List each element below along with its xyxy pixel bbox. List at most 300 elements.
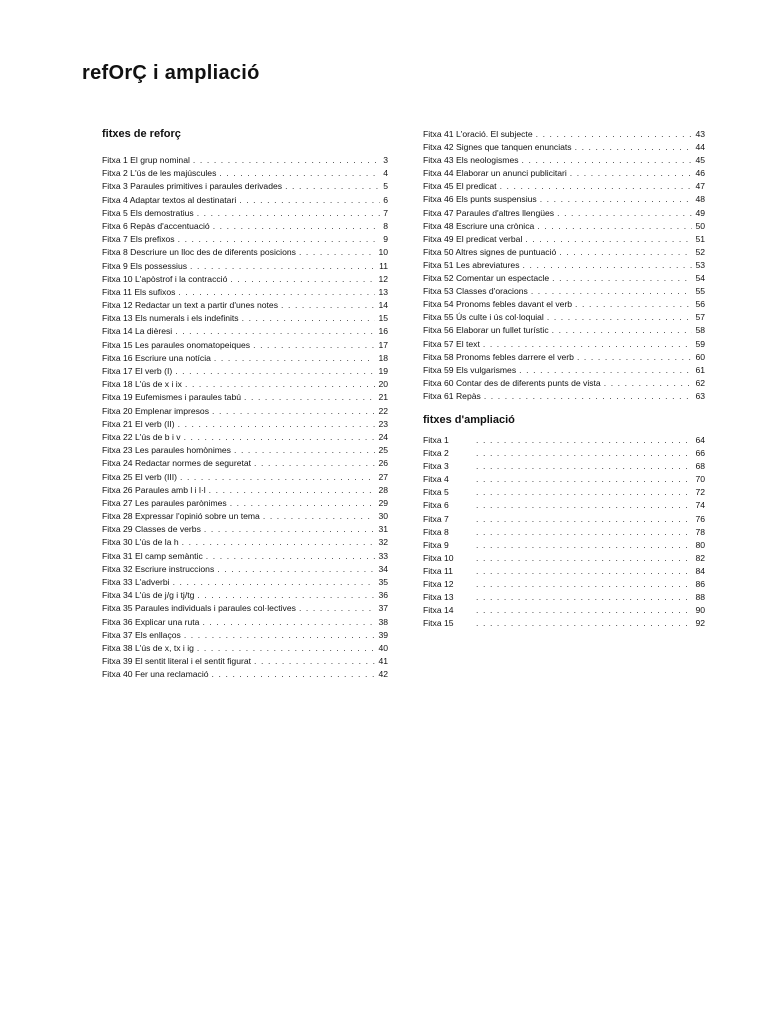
toc-entry xyxy=(102,642,388,655)
toc-entry-page: 88 xyxy=(695,592,705,603)
toc-entry xyxy=(102,655,388,668)
toc-entry-label: Fitxa 33 L'adverbi xyxy=(102,577,170,587)
dot-leader xyxy=(212,668,376,681)
dot-leader xyxy=(213,220,381,233)
toc-entry xyxy=(423,193,705,206)
dot-leader xyxy=(483,338,693,351)
toc-entry-label: Fitxa 18 L'ús de x i ix xyxy=(102,379,182,390)
dot-leader xyxy=(184,431,376,444)
toc-entry-label: Fitxa 56 Elaborar un fullet turístic xyxy=(423,325,549,336)
toc-entry-page: 50 xyxy=(695,220,705,231)
toc-entry-label: Fitxa 7 xyxy=(423,513,449,524)
toc-entry-page: 41 xyxy=(378,656,388,667)
dot-leader xyxy=(193,154,380,167)
dot-leader xyxy=(214,352,376,365)
toc-entry-page: 12 xyxy=(378,273,388,284)
toc-entry-label: Fitxa 1 El grup nominal xyxy=(102,155,190,165)
toc-entry-page: 29 xyxy=(378,497,388,508)
dot-leader xyxy=(175,365,375,378)
dot-leader xyxy=(230,273,375,286)
ampliacio-heading: fitxes d'ampliació xyxy=(423,413,515,426)
toc-entry xyxy=(423,128,705,141)
toc-entry-page: 3 xyxy=(383,155,388,165)
toc-entry-label: Fitxa 6 Repàs d'accentuació xyxy=(102,220,210,231)
toc-entry-page: 14 xyxy=(378,300,388,311)
toc-entry-page: 58 xyxy=(695,325,705,336)
toc-entry-page: 13 xyxy=(378,286,388,297)
toc-entry xyxy=(102,194,388,207)
toc-entry-page: 18 xyxy=(378,352,388,363)
toc-entry-page: 10 xyxy=(378,247,388,258)
toc-entry-label: Fitxa 57 El text xyxy=(423,338,480,349)
toc-entry xyxy=(423,246,705,259)
toc-entry-label: Fitxa 34 L'ús de j/g i tj/tg xyxy=(102,590,195,601)
toc-entry-page: 76 xyxy=(695,513,705,524)
toc-entry-page: 45 xyxy=(695,155,705,166)
toc-entry-page: 11 xyxy=(379,260,388,271)
toc-entry xyxy=(102,484,388,497)
dot-leader xyxy=(178,233,381,246)
toc-entry xyxy=(102,563,388,576)
toc-entry-page: 47 xyxy=(695,181,705,192)
dot-leader xyxy=(570,167,693,180)
toc-entry xyxy=(102,180,388,193)
dot-leader xyxy=(217,563,375,576)
toc-entry xyxy=(423,552,705,565)
toc-entry xyxy=(423,526,705,539)
toc-entry xyxy=(102,260,388,273)
toc-entry-label: Fitxa 54 Pronoms febles davant el verb xyxy=(423,299,573,310)
toc-entry-label: Fitxa 3 Paraules primitives i paraules derivades xyxy=(102,181,283,192)
toc-entry xyxy=(102,339,388,352)
dot-leader xyxy=(559,246,692,259)
toc-entry xyxy=(102,536,388,549)
toc-entry xyxy=(423,604,705,617)
toc-entry xyxy=(102,629,388,642)
toc-entry-label: Fitxa 28 Expressar l'opinió sobre un tema xyxy=(102,511,260,522)
toc-entry-page: 38 xyxy=(378,616,388,627)
toc-entry-label: Fitxa 43 Els neologismes xyxy=(423,155,519,166)
toc-entry-page: 6 xyxy=(383,194,388,205)
toc-entry xyxy=(423,434,705,447)
toc-entry-label: Fitxa 9 xyxy=(423,539,449,550)
toc-entry-label: Fitxa 59 Els vulgarismes xyxy=(423,364,517,375)
dot-leader xyxy=(209,484,376,497)
dot-leader xyxy=(500,180,693,193)
toc-entry-label: Fitxa 16 Escriure una notícia xyxy=(102,352,211,363)
toc-entry-label: Fitxa 32 Escriure instruccions xyxy=(102,563,215,574)
toc-entry-page: 24 xyxy=(378,431,388,442)
toc-entry-page: 30 xyxy=(378,511,388,522)
toc-entry-page: 55 xyxy=(695,286,705,297)
dot-leader xyxy=(547,311,693,324)
toc-entry-label: Fitxa 19 Eufemismes i paraules tabú xyxy=(102,392,241,403)
toc-entry-page: 5 xyxy=(383,181,388,192)
toc-entry-page: 33 xyxy=(378,550,388,561)
toc-entry-page: 9 xyxy=(383,234,388,245)
dot-leader xyxy=(476,513,692,526)
toc-entry-label: Fitxa 39 El sentit literal i el sentit figurat xyxy=(102,656,252,667)
toc-entry-label: Fitxa 4 xyxy=(423,474,449,485)
toc-entry xyxy=(423,513,705,526)
dot-leader xyxy=(476,552,692,565)
toc-entry xyxy=(102,286,388,299)
dot-leader xyxy=(552,324,693,337)
dot-leader xyxy=(476,499,692,512)
reforc-list xyxy=(102,154,388,682)
dot-leader xyxy=(476,526,692,539)
toc-entry xyxy=(423,298,705,311)
toc-entry-page: 86 xyxy=(695,579,705,589)
toc-entry xyxy=(102,523,388,536)
toc-entry xyxy=(102,576,388,589)
dot-leader xyxy=(476,604,692,617)
toc-entry xyxy=(423,565,705,578)
dot-leader xyxy=(604,377,693,390)
dot-leader xyxy=(253,339,375,352)
dot-leader xyxy=(204,523,376,536)
toc-entry-label: Fitxa 5 xyxy=(423,487,449,498)
toc-entry xyxy=(102,444,388,457)
toc-entry-label: Fitxa 36 Explicar una ruta xyxy=(102,616,200,627)
toc-entry-label: Fitxa 30 L'ús de la h xyxy=(102,537,179,548)
toc-entry-label: Fitxa 31 El camp semàntic xyxy=(102,550,203,561)
dot-leader xyxy=(178,286,375,299)
toc-entry-page: 27 xyxy=(378,471,388,482)
dot-leader xyxy=(239,194,380,207)
toc-entry-label: Fitxa 49 El predicat verbal xyxy=(423,233,523,244)
toc-entry xyxy=(102,589,388,602)
toc-entry-label: Fitxa 60 Contar des de diferents punts de vista xyxy=(423,377,601,388)
reforc-column xyxy=(102,128,388,682)
dot-leader xyxy=(552,272,692,285)
toc-entry-label: Fitxa 44 Elaborar un anunci publicitari xyxy=(423,168,567,179)
toc-entry-page: 90 xyxy=(695,605,705,616)
toc-entry-page: 54 xyxy=(695,273,705,284)
dot-leader xyxy=(173,576,376,589)
toc-entry-label: Fitxa 50 Altres signes de puntuació xyxy=(423,246,557,257)
dot-leader xyxy=(281,299,375,312)
toc-entry xyxy=(102,497,388,510)
toc-entry xyxy=(102,602,388,615)
toc-entry-label: Fitxa 14 La dièresi xyxy=(102,326,173,337)
toc-entry-page: 57 xyxy=(695,312,705,323)
right-column xyxy=(423,128,705,630)
dot-leader xyxy=(523,259,693,272)
toc-entry-label: Fitxa 21 El verb (II) xyxy=(102,418,175,429)
toc-entry xyxy=(102,299,388,312)
toc-entry xyxy=(423,207,705,220)
dot-leader xyxy=(557,207,692,220)
toc-entry-page: 78 xyxy=(695,526,705,537)
dot-leader xyxy=(476,617,692,630)
toc-entry-page: 59 xyxy=(695,338,705,349)
dot-leader xyxy=(536,128,693,141)
toc-entry-page: 21 xyxy=(378,392,388,403)
toc-entry xyxy=(423,351,705,364)
toc-entry-label: Fitxa 55 Ús culte i ús col·loquial xyxy=(423,312,544,323)
toc-entry-page: 53 xyxy=(695,259,705,270)
toc-entry-label: Fitxa 4 Adaptar textos al destinatari xyxy=(102,194,237,205)
toc-entry xyxy=(102,431,388,444)
toc-entry-label: Fitxa 5 Els demostratius xyxy=(102,207,194,218)
toc-entry xyxy=(423,324,705,337)
toc-entry-page: 68 xyxy=(695,461,705,472)
toc-entry-page: 72 xyxy=(695,487,705,498)
toc-entry xyxy=(423,311,705,324)
dot-leader xyxy=(476,591,692,604)
toc-entry-label: Fitxa 26 Paraules amb l i l·l xyxy=(102,484,206,495)
toc-entry-label: Fitxa 11 Els sufixos xyxy=(102,286,176,297)
toc-entry-page: 22 xyxy=(378,405,388,416)
toc-entry-page: 62 xyxy=(695,377,705,388)
toc-entry-label: Fitxa 22 L'ús de b i v xyxy=(102,431,181,442)
dot-leader xyxy=(484,390,693,403)
ampliacio-list xyxy=(423,434,705,630)
dot-leader xyxy=(190,260,376,273)
dot-leader xyxy=(234,444,375,457)
toc-entry-page: 70 xyxy=(695,474,705,485)
toc-entry xyxy=(102,510,388,523)
toc-entry-label: Fitxa 27 Les paraules parònimes xyxy=(102,497,227,508)
toc-entry-label: Fitxa 37 Els enllaços xyxy=(102,629,181,640)
reforc-list-continued xyxy=(423,128,705,403)
toc-entry xyxy=(102,220,388,233)
toc-entry-label: Fitxa 6 xyxy=(423,500,449,511)
dot-leader xyxy=(531,285,693,298)
toc-entry xyxy=(423,167,705,180)
toc-entry-page: 43 xyxy=(695,129,705,139)
dot-leader xyxy=(285,180,380,193)
toc-entry xyxy=(423,220,705,233)
dot-leader xyxy=(577,351,693,364)
dot-leader xyxy=(202,616,375,629)
toc-entry-page: 36 xyxy=(378,590,388,601)
toc-entry-page: 39 xyxy=(378,629,388,640)
toc-entry-label: Fitxa 25 El verb (III) xyxy=(102,471,177,482)
toc-entry-page: 26 xyxy=(378,458,388,469)
toc-entry xyxy=(423,460,705,473)
dot-leader xyxy=(540,193,693,206)
toc-entry xyxy=(102,273,388,286)
toc-entry xyxy=(102,233,388,246)
toc-entry-label: Fitxa 15 xyxy=(423,618,454,629)
toc-entry-page: 25 xyxy=(378,445,388,456)
page-title: refOrÇ i ampliació xyxy=(82,62,260,84)
toc-entry xyxy=(423,390,705,403)
toc-entry-label: Fitxa 8 xyxy=(423,526,449,537)
toc-entry-page: 28 xyxy=(378,484,388,495)
toc-entry xyxy=(423,285,705,298)
toc-entry-label: Fitxa 45 El predicat xyxy=(423,181,497,192)
toc-entry-label: Fitxa 40 Fer una reclamació xyxy=(102,669,209,680)
dot-leader xyxy=(197,642,376,655)
dot-leader xyxy=(476,473,692,486)
toc-entry xyxy=(423,447,705,460)
dot-leader xyxy=(242,312,376,325)
toc-entry-label: Fitxa 20 Emplenar impresos xyxy=(102,405,209,416)
reforc-heading: fitxes de reforç xyxy=(102,128,181,140)
toc-entry-label: Fitxa 23 Les paraules homònimes xyxy=(102,445,231,456)
toc-entry xyxy=(423,154,705,167)
toc-entry-page: 8 xyxy=(383,220,388,231)
toc-entry-label: Fitxa 24 Redactar normes de seguretat xyxy=(102,458,252,469)
dot-leader xyxy=(263,510,376,523)
toc-entry-label: Fitxa 61 Repàs xyxy=(423,390,481,401)
dot-leader xyxy=(185,378,375,391)
toc-entry-label: Fitxa 15 Les paraules onomatopeiques xyxy=(102,339,251,350)
toc-entry xyxy=(423,578,705,591)
toc-entry xyxy=(423,364,705,377)
toc-entry-page: 37 xyxy=(378,603,388,614)
toc-entry-page: 74 xyxy=(695,500,705,511)
toc-entry xyxy=(423,180,705,193)
toc-entry-label: Fitxa 48 Escriure una crònica xyxy=(423,220,535,231)
toc-entry-label: Fitxa 12 Redactar un text a partir d'unes notes xyxy=(102,300,278,311)
toc-entry-page: 60 xyxy=(695,351,705,362)
toc-entry xyxy=(423,539,705,552)
toc-entry xyxy=(102,325,388,338)
toc-entry xyxy=(423,338,705,351)
toc-entry-label: Fitxa 29 Classes de verbs xyxy=(102,524,201,535)
toc-entry-page: 92 xyxy=(695,618,705,629)
toc-entry-page: 42 xyxy=(378,669,388,680)
toc-entry xyxy=(102,154,388,167)
toc-entry xyxy=(102,167,388,180)
dot-leader xyxy=(476,486,692,499)
toc-entry-page: 31 xyxy=(378,524,388,535)
dot-leader xyxy=(219,167,380,180)
dot-leader xyxy=(519,364,692,377)
toc-entry xyxy=(102,616,388,629)
toc-entry-page: 34 xyxy=(378,563,388,574)
toc-entry-page: 40 xyxy=(378,642,388,653)
dot-leader xyxy=(537,220,692,233)
dot-leader xyxy=(180,471,375,484)
toc-entry-label: Fitxa 47 Paraules d'altres llengües xyxy=(423,207,555,218)
toc-entry xyxy=(102,207,388,220)
dot-leader xyxy=(178,418,376,431)
toc-entry-label: Fitxa 53 Classes d'oracions xyxy=(423,286,528,297)
toc-entry-label: Fitxa 9 Els possessius xyxy=(102,260,188,271)
dot-leader xyxy=(522,154,693,167)
toc-entry-page: 20 xyxy=(378,379,388,390)
toc-entry-label: Fitxa 13 xyxy=(423,592,454,603)
toc-entry xyxy=(423,617,705,630)
toc-entry-label: Fitxa 8 Descriure un lloc des de diferents posicions xyxy=(102,247,296,258)
dot-leader xyxy=(476,539,692,552)
dot-leader xyxy=(197,207,381,220)
toc-entry-label: Fitxa 38 L'ús de x, tx i ig xyxy=(102,642,194,653)
toc-entry xyxy=(423,591,705,604)
toc-entry xyxy=(423,272,705,285)
toc-entry-page: 63 xyxy=(695,390,705,401)
toc-entry xyxy=(102,378,388,391)
toc-entry-label: Fitxa 2 L'ús de les majúscules xyxy=(102,168,217,179)
toc-entry-page: 52 xyxy=(695,246,705,257)
toc-entry-label: Fitxa 10 L'apòstrof i la contracció xyxy=(102,273,228,284)
dot-leader xyxy=(299,246,376,259)
toc-entry-page: 84 xyxy=(695,565,705,576)
toc-entry-page: 15 xyxy=(378,313,388,324)
dot-leader xyxy=(476,460,692,473)
toc-entry xyxy=(423,499,705,512)
toc-entry xyxy=(102,457,388,470)
toc-entry-label: Fitxa 46 Els punts suspensius xyxy=(423,194,537,205)
toc-entry-page: 56 xyxy=(695,299,705,310)
dot-leader xyxy=(476,578,692,591)
toc-entry xyxy=(102,668,388,681)
dot-leader xyxy=(184,629,376,642)
toc-entry xyxy=(102,246,388,259)
toc-entry-label: Fitxa 51 Les abreviatures xyxy=(423,259,520,270)
toc-entry-label: Fitxa 2 xyxy=(423,448,449,459)
toc-entry xyxy=(423,486,705,499)
toc-entry-page: 32 xyxy=(378,537,388,548)
toc-entry-label: Fitxa 13 Els numerals i els indefinits xyxy=(102,313,239,324)
toc-entry-page: 82 xyxy=(695,552,705,563)
toc-entry xyxy=(102,405,388,418)
toc-entry-label: Fitxa 41 L'oració. El subjecte xyxy=(423,129,533,139)
toc-entry-label: Fitxa 1 xyxy=(423,434,449,445)
toc-entry-label: Fitxa 58 Pronoms febles darrere el verb xyxy=(423,351,574,362)
toc-entry xyxy=(102,471,388,484)
toc-entry-label: Fitxa 17 El verb (I) xyxy=(102,366,173,376)
dot-leader xyxy=(175,325,375,338)
dot-leader xyxy=(254,655,375,668)
dot-leader xyxy=(254,457,375,470)
toc-entry xyxy=(423,377,705,390)
dot-leader xyxy=(197,589,375,602)
toc-entry-page: 7 xyxy=(383,207,388,218)
toc-entry-page: 23 xyxy=(378,418,388,429)
toc-entry xyxy=(102,365,388,378)
dot-leader xyxy=(299,602,376,615)
toc-entry xyxy=(423,473,705,486)
toc-entry-label: Fitxa 52 Comentar un espectacle xyxy=(423,273,550,284)
toc-entry-page: 16 xyxy=(378,326,388,337)
toc-entry-page: 44 xyxy=(695,142,705,153)
toc-entry-label: Fitxa 7 Els prefixos xyxy=(102,234,175,245)
toc-entry xyxy=(102,550,388,563)
toc-entry-label: Fitxa 10 xyxy=(423,552,454,563)
toc-entry-label: Fitxa 12 xyxy=(423,579,454,589)
dot-leader xyxy=(244,391,375,404)
dot-leader xyxy=(575,141,693,154)
dot-leader xyxy=(476,447,692,460)
toc-entry-page: 19 xyxy=(378,366,388,376)
toc-entry-page: 4 xyxy=(383,168,388,179)
toc-entry-page: 17 xyxy=(378,339,388,350)
dot-leader xyxy=(525,233,692,246)
toc-entry-label: Fitxa 35 Paraules individuals i paraules col·lectives xyxy=(102,603,296,614)
toc-entry xyxy=(423,259,705,272)
toc-entry xyxy=(102,391,388,404)
toc-entry xyxy=(102,312,388,325)
toc-entry-page: 66 xyxy=(695,448,705,459)
toc-entry-page: 48 xyxy=(695,194,705,205)
toc-entry-label: Fitxa 3 xyxy=(423,461,449,472)
dot-leader xyxy=(206,550,376,563)
toc-entry-page: 46 xyxy=(695,168,705,179)
toc-entry-page: 51 xyxy=(695,233,705,244)
toc-entry xyxy=(102,352,388,365)
toc-entry xyxy=(102,418,388,431)
toc-entry-page: 49 xyxy=(695,207,705,218)
dot-leader xyxy=(182,536,376,549)
toc-entry-page: 80 xyxy=(695,539,705,550)
dot-leader xyxy=(212,405,375,418)
